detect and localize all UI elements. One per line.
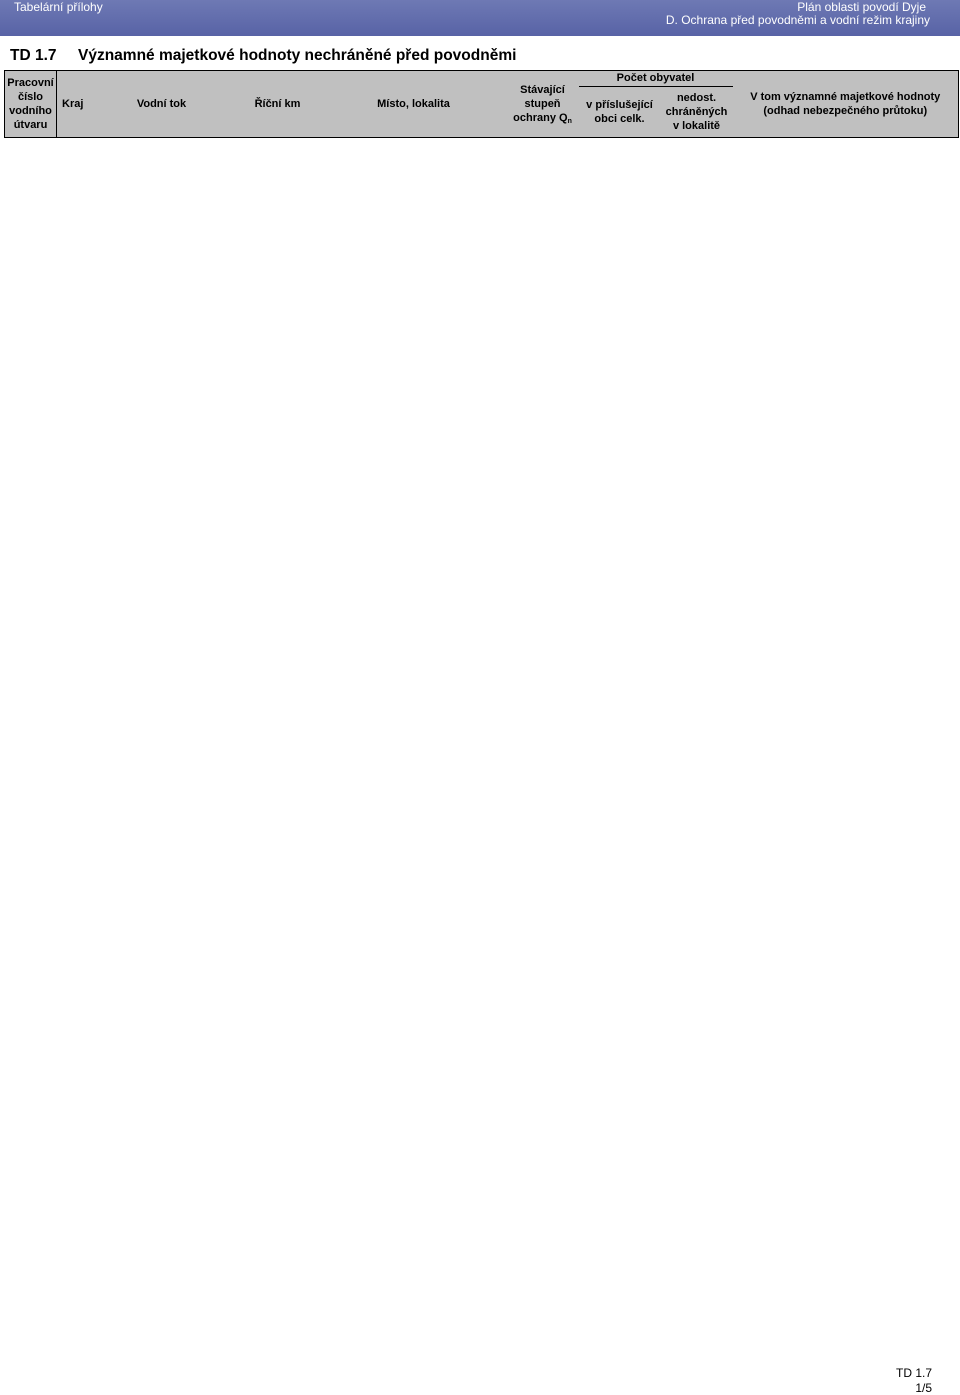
header-right-top: Plán oblasti povodí Dyje xyxy=(797,0,926,14)
page-header-bar xyxy=(0,0,960,36)
property-table xyxy=(4,70,959,138)
footer-page: 1/5 xyxy=(915,1381,932,1395)
table-title: Významné majetkové hodnoty nechráněné před povodněmi xyxy=(78,47,517,64)
col-kraj: Kraj xyxy=(57,71,89,138)
col-pocet: Počet obyvatel v příslušející obci celk. nedost. chráněných v lokalitě xyxy=(579,71,733,138)
col-tok: Vodní tok xyxy=(89,71,235,138)
header-left: Tabelární přílohy xyxy=(14,0,103,14)
col-vtom: V tom významné majetkové hodnoty (odhad nebezpečného průtoku) xyxy=(733,71,959,138)
col-km: Říční km xyxy=(235,71,321,138)
col-ochrana: Stávající stupeň ochrany $Q_n$ xyxy=(507,71,579,138)
footer-code: TD 1.7 xyxy=(895,1366,932,1380)
col-utvar: Pracovní číslo vodního útvaru xyxy=(5,71,57,138)
col-misto: Místo, lokalita xyxy=(321,71,507,138)
page-title xyxy=(10,47,516,65)
header-right-bottom: D. Ochrana před povodněmi a vodní režim krajiny xyxy=(665,13,930,27)
table-code: TD 1.7 xyxy=(10,47,57,64)
